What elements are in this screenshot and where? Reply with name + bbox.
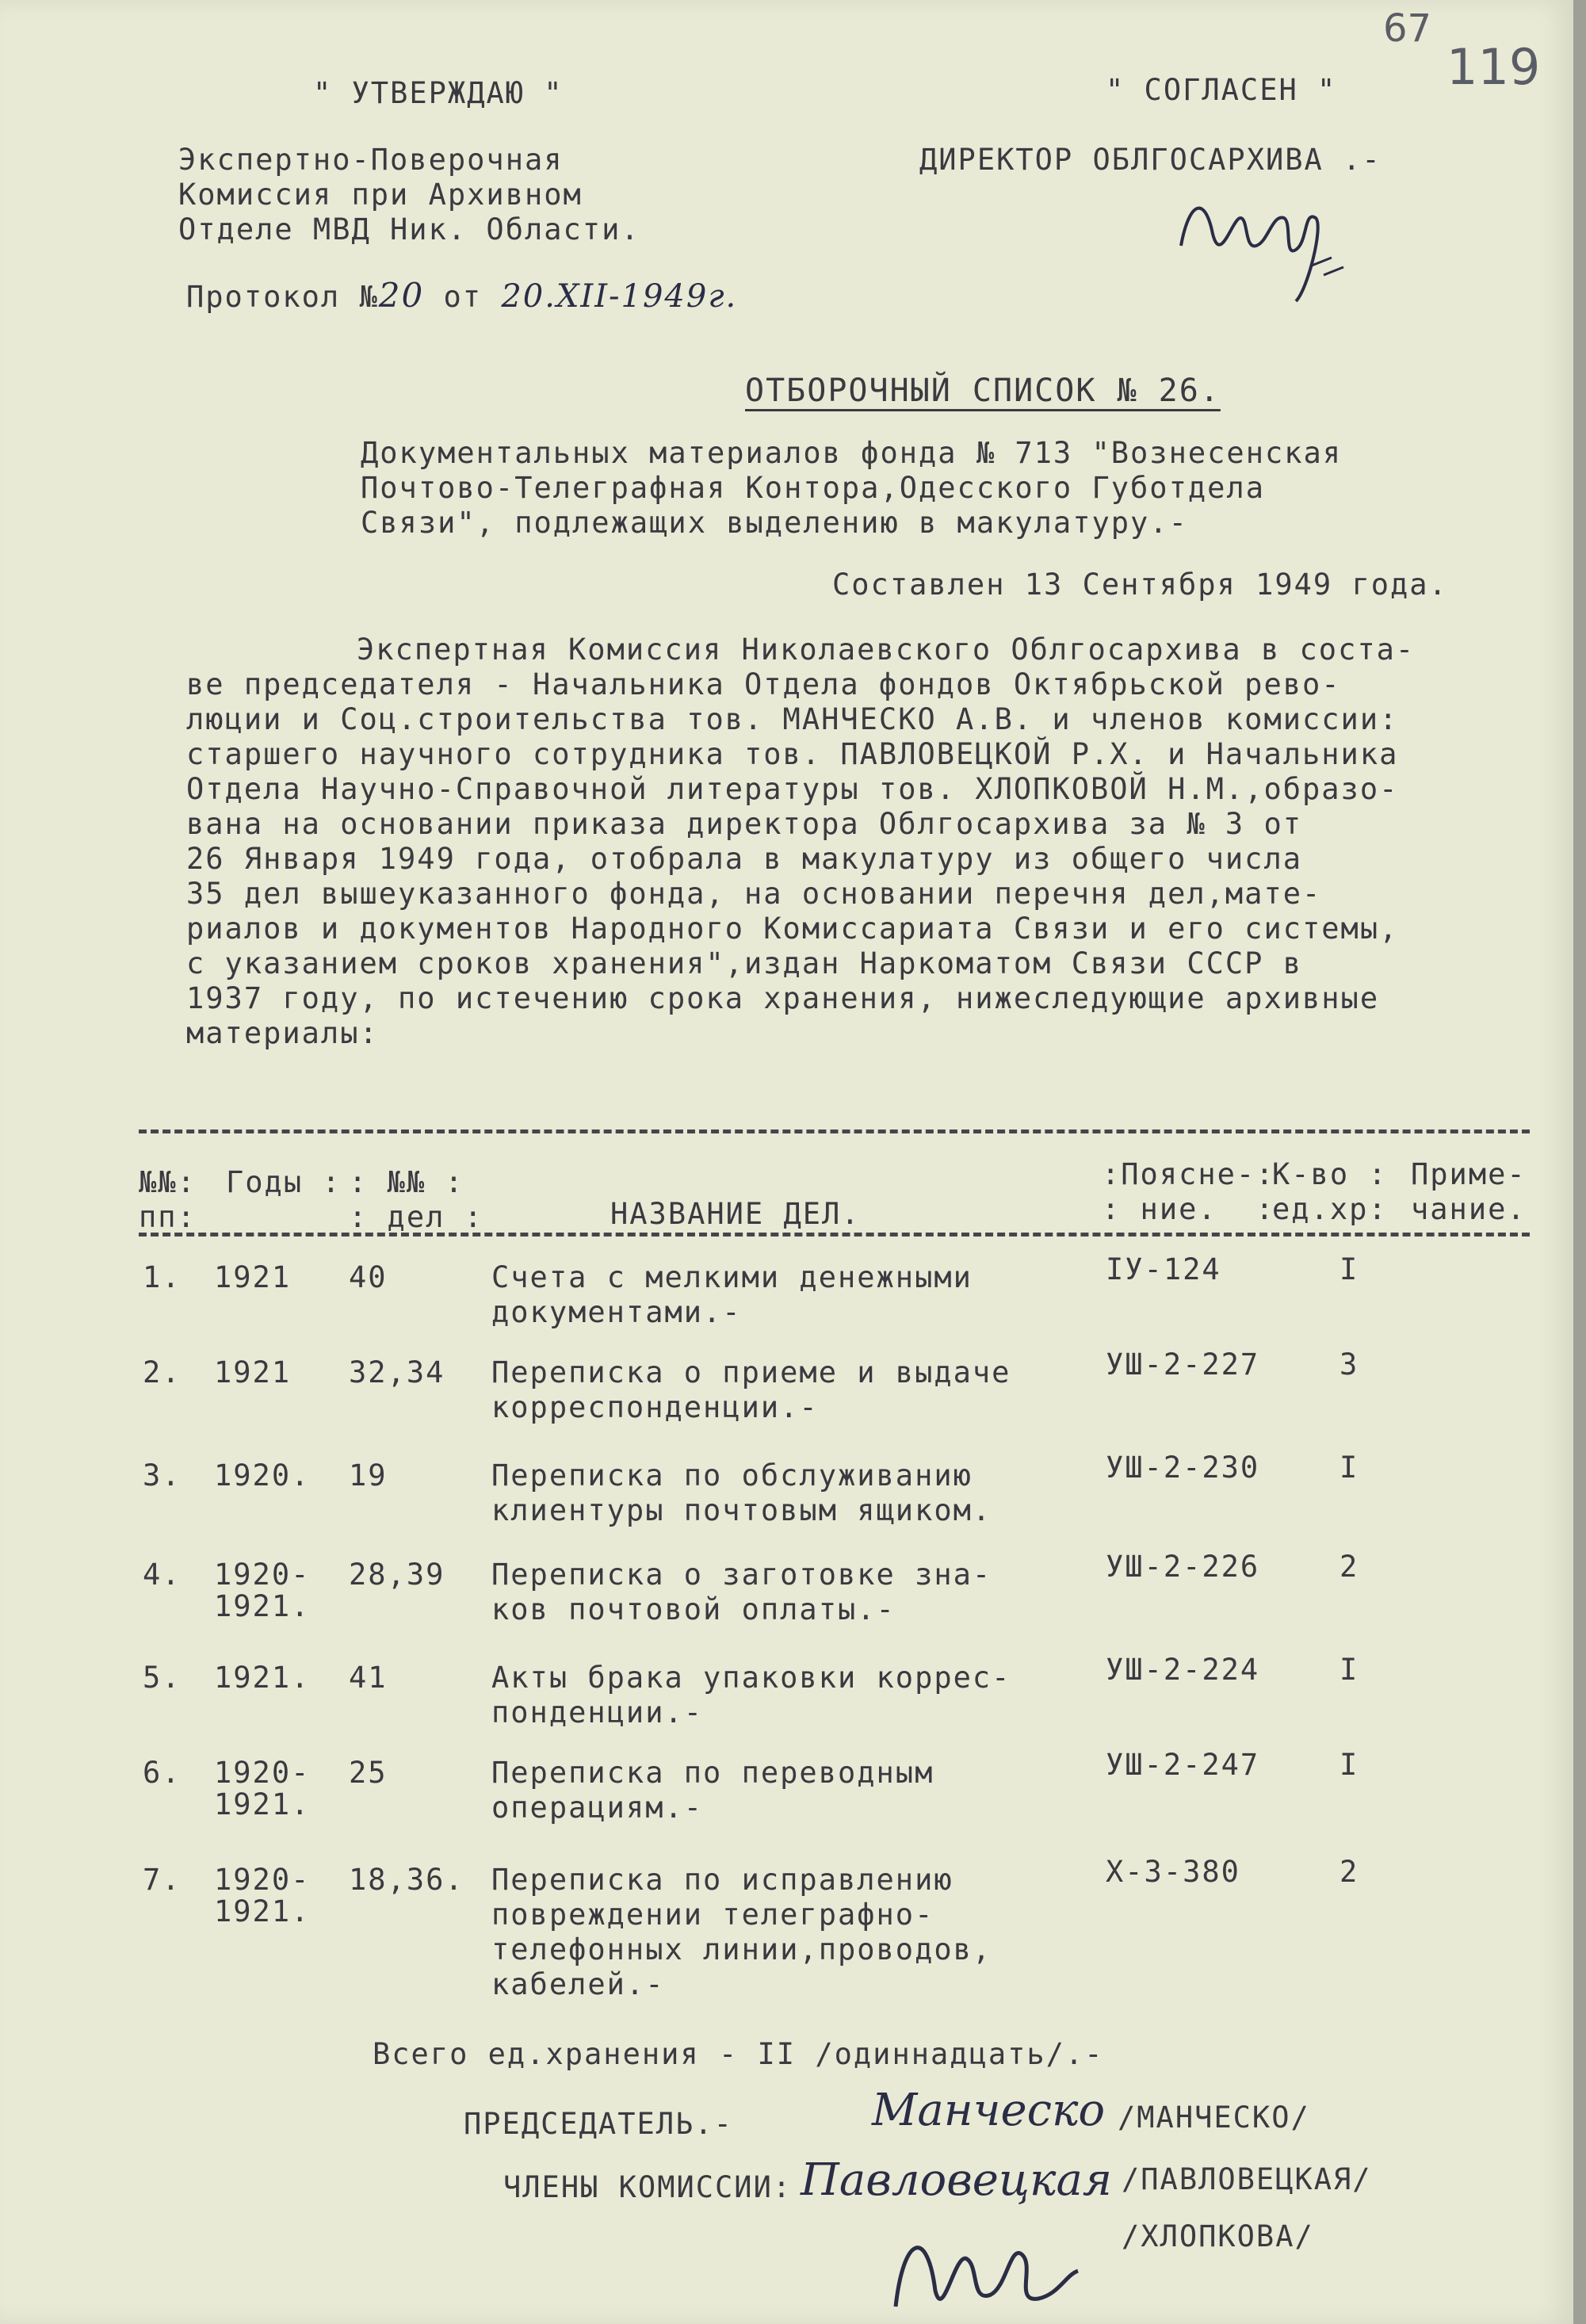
row-explanation: IУ-124 — [1106, 1252, 1221, 1286]
body-line-5: Отдела Научно-Справочной литературы тов. ХЛОПКОВОЙ Н.М.,образо- — [186, 772, 1399, 806]
row-case-name: операциям.- — [491, 1791, 704, 1825]
row-case-name: Акты брака упаковки коррес- — [491, 1661, 1011, 1695]
body-line-8: 35 дел вышеуказанного фонда, на основании перечня дел,мате- — [186, 877, 1322, 911]
member-1-signature: Павловецкая — [801, 2154, 1112, 2206]
row-case-name: Переписка по исправлению — [491, 1863, 954, 1897]
chairman-signature: Манческо — [872, 2085, 1106, 2136]
row-case-name: Переписка о заготовке зна- — [491, 1558, 992, 1592]
body-line-10: с указанием сроков хранения",издан Наркоматом Связи СССР в — [186, 946, 1303, 980]
header-notes-2: чание. — [1411, 1192, 1527, 1226]
header-case-name: НАЗВАНИЕ ДЕЛ. — [610, 1197, 861, 1231]
subject-line-1: Документальных материалов фонда № 713 "Вознесенская — [361, 436, 1343, 470]
body-line-2: ве председателя - Начальника Отдела фондов Октябрьской рево- — [186, 667, 1341, 701]
chairman-name: /МАНЧЕСКО/ — [1118, 2100, 1310, 2135]
row-number: 6. — [143, 1756, 182, 1790]
row-number: 2. — [143, 1355, 182, 1389]
row-years: 1920- — [214, 1558, 311, 1592]
row-case-numbers: 25 — [349, 1756, 388, 1790]
row-explanation: УШ-2-227 — [1106, 1347, 1260, 1382]
row-case-name: документами.- — [491, 1295, 742, 1329]
row-case-name: Переписка по переводным — [491, 1756, 934, 1790]
row-number: 4. — [143, 1558, 182, 1592]
approval-line-1: Экспертно-Поверочная — [178, 143, 564, 177]
member-1-name: /ПАВЛОВЕЦКАЯ/ — [1122, 2162, 1372, 2196]
row-years: 1920. — [214, 1458, 311, 1493]
protocol-number-handwritten: 20 — [378, 276, 425, 315]
chairman-label: ПРЕДСЕДАТЕЛЬ.- — [464, 2107, 733, 2141]
header-explanation-2: : ние. : — [1102, 1192, 1275, 1226]
body-line-7: 26 Января 1949 года, отобрала в макулатуру из общего числа — [186, 842, 1303, 876]
member-2-name: /ХЛОПКОВА/ — [1122, 2219, 1314, 2253]
row-case-name: Счета с мелкими денежными — [491, 1260, 973, 1294]
row-units: I — [1340, 1252, 1359, 1286]
row-years: 1921. — [214, 1661, 311, 1695]
row-years: 1921 — [214, 1260, 292, 1294]
row-explanation: УШ-2-224 — [1106, 1653, 1260, 1687]
row-years: 1921. — [214, 1589, 311, 1623]
row-case-numbers: 18,36. — [349, 1863, 464, 1897]
approval-line-2: Комиссия при Архивном — [178, 178, 583, 212]
body-line-12: материалы: — [186, 1016, 379, 1050]
body-line-9: риалов и документов Народного Комиссариата Связи и его системы, — [186, 912, 1399, 946]
header-units-1: К-во : — [1272, 1157, 1388, 1191]
row-case-name: повреждении телеграфно- — [491, 1898, 934, 1932]
protocol-line: Протокол №20 от 20.XII-1949г. — [186, 276, 738, 315]
row-case-name: кабелей.- — [491, 1967, 665, 2001]
table-header-rule — [139, 1233, 1530, 1237]
header-case-num-1: : №№ : — [349, 1165, 464, 1199]
row-number: 1. — [143, 1260, 182, 1294]
approval-title: " УТВЕРЖДАЮ " — [313, 76, 564, 110]
row-number: 5. — [143, 1661, 182, 1695]
total-line: Всего ед.хранения - II /одиннадцать/.- — [373, 2037, 1104, 2071]
row-explanation: УШ-2-230 — [1106, 1451, 1260, 1485]
row-number: 3. — [143, 1458, 182, 1493]
row-case-numbers: 32,34 — [349, 1355, 445, 1389]
body-line-4: старшего научного сотрудника тов. ПАВЛОВЕЦКОЙ Р.Х. и Начальника — [186, 737, 1399, 771]
row-units: I — [1340, 1451, 1359, 1485]
header-notes-1: Приме- — [1411, 1157, 1527, 1191]
row-explanation: X-3-380 — [1106, 1855, 1240, 1889]
row-case-numbers: 28,39 — [349, 1558, 445, 1592]
row-number: 7. — [143, 1863, 182, 1897]
row-case-numbers: 41 — [349, 1661, 388, 1695]
row-case-name: понденции.- — [491, 1695, 704, 1730]
row-years: 1920- — [214, 1863, 311, 1897]
row-case-name: Переписка о приеме и выдаче — [491, 1355, 1011, 1389]
archive-folio: 119 — [1447, 38, 1541, 96]
director-signature — [1165, 170, 1371, 305]
approval-line-3: Отделе МВД Ник. Области. — [178, 212, 640, 247]
row-years: 1921 — [214, 1355, 292, 1389]
agreement-title: " СОГЛАСЕН " — [1106, 73, 1337, 107]
body-line-6: вана на основании приказа директора Облгосархива за № 3 от — [186, 807, 1303, 841]
row-years: 1921. — [214, 1787, 311, 1821]
header-num-2: пп: — [139, 1200, 197, 1234]
document-title: ОТБОРОЧНЫЙ СПИСОК № 26. — [745, 373, 1221, 409]
protocol-date-handwritten: 20.XII-1949г. — [501, 278, 738, 315]
row-explanation: УШ-2-247 — [1106, 1748, 1260, 1782]
header-units-2: ед.хр: — [1272, 1192, 1388, 1226]
compiled-date: Составлен 13 Сентября 1949 года. — [832, 568, 1448, 602]
subject-line-2: Почтово-Телеграфная Контора,Одесского Губотдела — [361, 471, 1265, 505]
table-top-rule — [139, 1130, 1530, 1133]
row-units: 2 — [1340, 1855, 1359, 1889]
header-num-1: №№: — [139, 1165, 197, 1199]
header-explanation-1: :Поясне-: — [1102, 1157, 1275, 1191]
member-2-signature — [880, 2211, 1086, 2322]
row-case-numbers: 19 — [349, 1458, 388, 1493]
row-units: 2 — [1340, 1550, 1359, 1584]
body-line-3: люции и Соц.строительства тов. МАНЧЕСКО А.В. и членов комиссии: — [186, 702, 1399, 736]
agreement-line: ДИРЕКТОР ОБЛГОСАРХИВА .- — [919, 143, 1382, 177]
members-label: ЧЛЕНЫ КОМИССИИ: — [503, 2170, 793, 2204]
row-units: I — [1340, 1653, 1359, 1687]
body-line-11: 1937 году, по истечению срока хранения, нижеследующие архивные — [186, 981, 1380, 1015]
row-units: I — [1340, 1748, 1359, 1782]
row-case-name: корреспонденции.- — [491, 1390, 819, 1424]
row-years: 1920- — [214, 1756, 311, 1790]
row-case-name: ков почтовой оплаты.- — [491, 1592, 896, 1626]
header-case-num-2: : дел : — [349, 1200, 483, 1234]
row-years: 1921. — [214, 1894, 311, 1928]
body-line-1: Экспертная Комиссия Николаевского Облгосархива в соста- — [357, 633, 1416, 667]
row-units: 3 — [1340, 1347, 1359, 1382]
row-case-name: клиентуры почтовым ящиком. — [491, 1493, 992, 1527]
page-edge — [1573, 0, 1586, 2324]
archive-folio-old: 67 — [1383, 6, 1432, 51]
header-years: Годы : — [226, 1165, 342, 1199]
row-explanation: УШ-2-226 — [1106, 1550, 1260, 1584]
row-case-name: телефонных линии,проводов, — [491, 1932, 992, 1967]
subject-line-3: Связи", подлежащих выделению в макулатуру.- — [361, 506, 1188, 540]
row-case-name: Переписка по обслуживанию — [491, 1458, 973, 1493]
row-case-numbers: 40 — [349, 1260, 388, 1294]
